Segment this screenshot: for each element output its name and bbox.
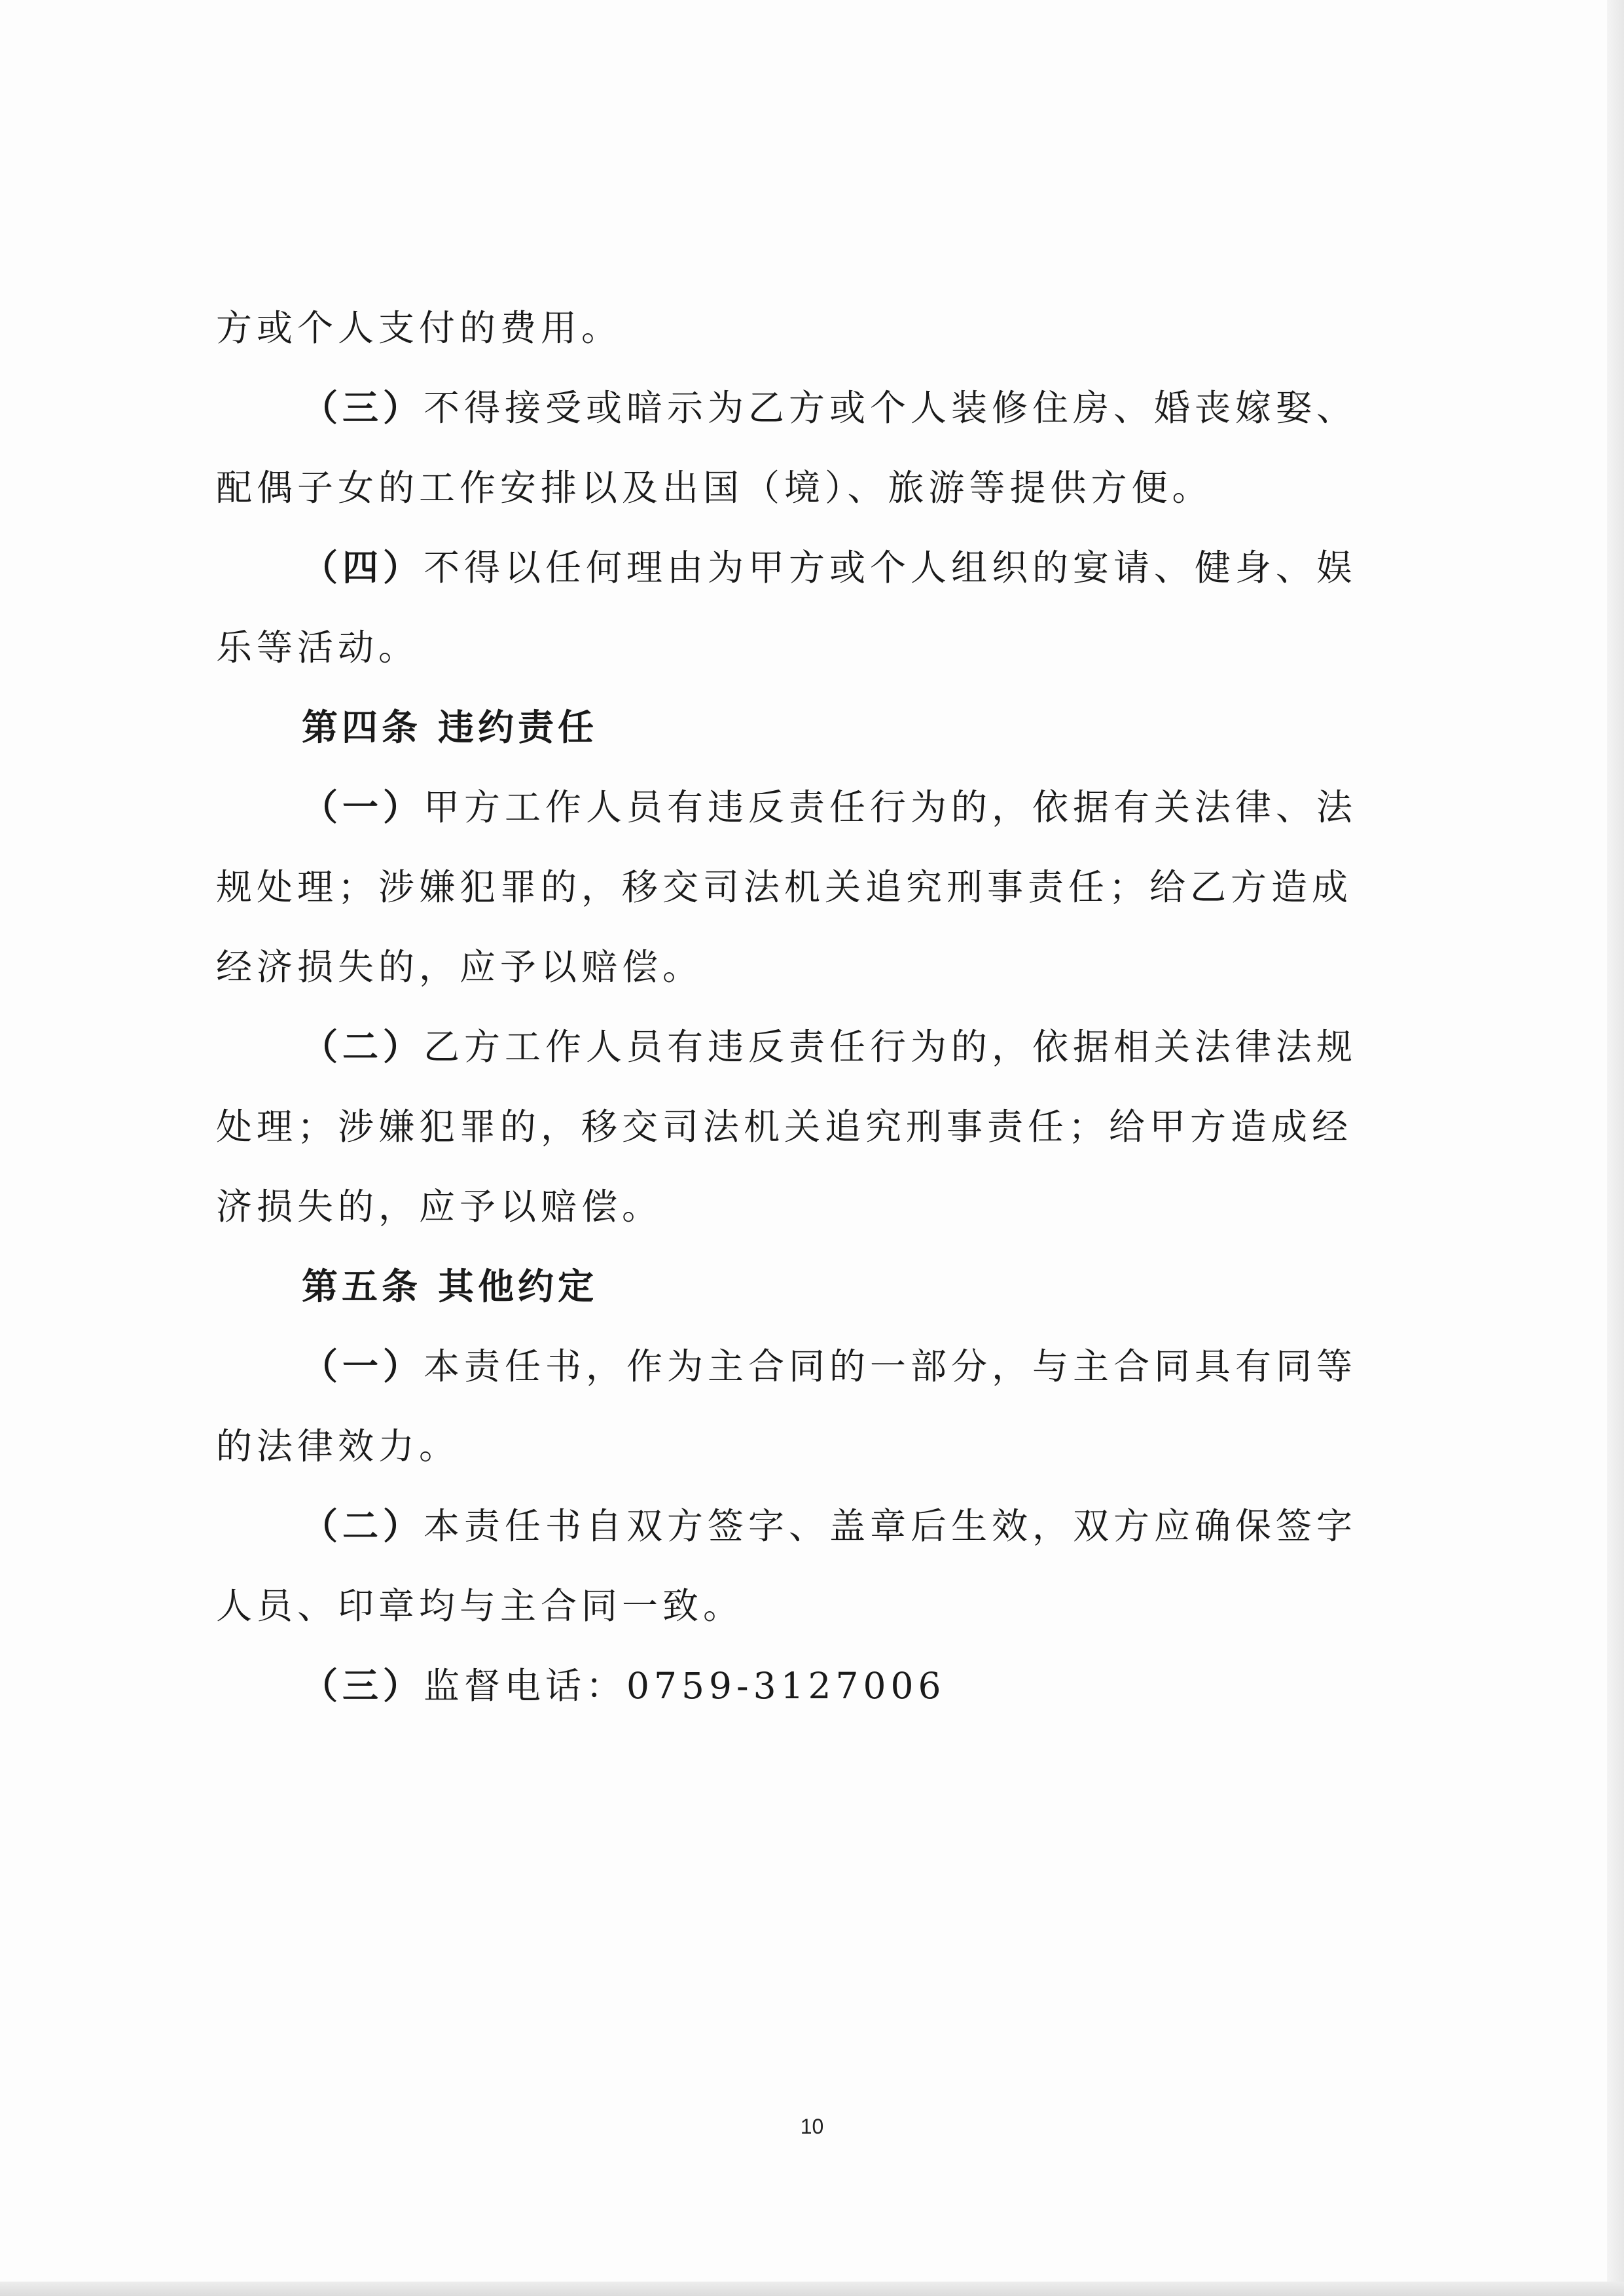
clause-label: （一） <box>302 1345 424 1387</box>
text-line <box>216 288 1434 368</box>
clause-label: （三） <box>302 386 424 429</box>
text-line <box>216 1406 1434 1486</box>
text-line <box>216 608 1434 687</box>
text-line <box>216 1566 1434 1646</box>
clause-label: （二） <box>302 1504 424 1547</box>
scan-edge-right <box>1607 0 1624 2296</box>
line-text: 规处理；涉嫌犯罪的，移交司法机关追究刑事责任；给乙方造成 <box>216 866 1353 908</box>
line-text: 甲方工作人员有违反责任行为的，依据有关法律、法 <box>424 786 1358 828</box>
text-line <box>216 767 1434 847</box>
line-text: 方或个人支付的费用。 <box>216 307 623 349</box>
scan-edge-bottom <box>0 2282 1624 2296</box>
section-heading-text: 第四条 违约责任 <box>302 706 598 748</box>
line-text: 不得接受或暗示为乙方或个人装修住房、婚丧嫁娶、 <box>424 387 1358 429</box>
text-line <box>216 1087 1434 1167</box>
line-text: 配偶子女的工作安排以及出国（境）、旅游等提供方便。 <box>216 467 1213 509</box>
text-line <box>216 528 1434 608</box>
line-text: 乐等活动。 <box>216 627 420 668</box>
text-line <box>216 927 1434 1007</box>
line-text: 不得以任何理由为甲方或个人组织的宴请、健身、娱 <box>424 547 1358 589</box>
line-text: 济损失的，应予以赔偿。 <box>216 1186 663 1228</box>
text-line <box>216 1486 1434 1566</box>
text-line <box>216 448 1434 528</box>
line-text: 处理；涉嫌犯罪的，移交司法机关追究刑事责任；给甲方造成经 <box>216 1106 1353 1148</box>
text-line <box>216 847 1434 927</box>
line-text: 人员、印章均与主合同一致。 <box>216 1585 744 1627</box>
page-number: 10 <box>800 2115 824 2138</box>
text-line <box>216 1007 1434 1087</box>
text-line <box>216 368 1434 448</box>
line-text: 经济损失的，应予以赔偿。 <box>216 946 704 988</box>
text-line <box>216 1167 1434 1247</box>
line-text: 本责任书自双方签字、盖章后生效，双方应确保签字 <box>424 1505 1358 1547</box>
section-heading <box>216 687 1434 767</box>
section-heading <box>216 1247 1434 1326</box>
text-line <box>216 1326 1434 1406</box>
clause-label: （一） <box>302 786 424 828</box>
line-text: 的法律效力。 <box>216 1425 460 1467</box>
line-text: 乙方工作人员有违反责任行为的，依据相关法律法规 <box>424 1026 1358 1068</box>
section-heading-text: 第五条 其他约定 <box>302 1265 598 1307</box>
clause-label: （二） <box>302 1025 424 1068</box>
clause-label: （四） <box>302 546 424 589</box>
document-body <box>216 288 1434 1726</box>
line-text: 本责任书，作为主合同的一部分，与主合同具有同等 <box>424 1345 1358 1387</box>
text-line <box>216 1646 1434 1726</box>
line-text: 监督电话：0759-3127006 <box>424 1665 946 1707</box>
clause-label: （三） <box>302 1664 424 1707</box>
